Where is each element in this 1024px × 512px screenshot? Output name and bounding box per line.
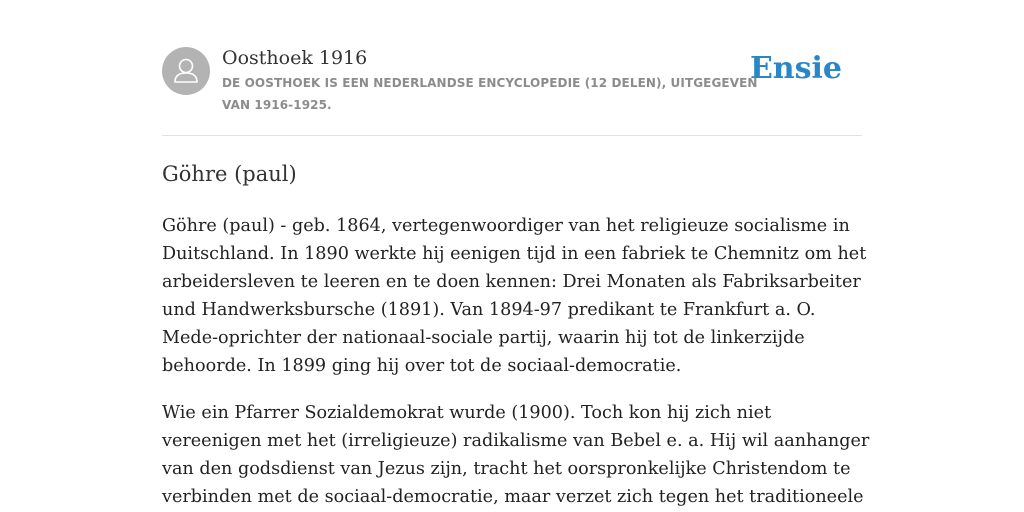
entry-paragraph: Göhre (paul) - geb. 1864, vertegenwoordiger van het religieuze socialisme in Duitschland. In 1890 werkte hij eenigen tijd in een fabriek te Chemnitz om het arbeidersleven te leeren en te doen kennen: Drei Monaten als Fabriksarbeiter und Handwerksbursche (1891). Van 1894-97 predikant te Frankfurt a. O. Mede-oprichter der nationaal-sociale partij, waarin hij tot de linkerzijde behoorde. In 1899 ging hij over tot de sociaal-democratie.: [162, 216, 867, 376]
source-description: DE OOSTHOEK IS EEN NEDERLANDSE ENCYCLOPEDIE (12 DELEN), UITGEGEVEN VAN 1916-1925.: [222, 76, 758, 112]
entry-title: Göhre (paul): [162, 162, 297, 186]
header-divider: [162, 135, 862, 136]
source-header: [162, 46, 862, 116]
source-title[interactable]: Oosthoek 1916: [222, 47, 368, 69]
entry-content: [162, 212, 870, 512]
entry-paragraph: Wie ein Pfarrer Sozialdemokrat wurde (1900). Toch kon hij zich niet vereenigen met het (irreligieuze) radikalisme van Bebel e. a. Hij wil aanhanger van den godsdienst van Jezus zijn, tracht het oorspronkelijke Christendom te verbinden met de sociaal-democratie, maar verzet zich tegen het traditioneele: [162, 403, 870, 507]
source-avatar[interactable]: [162, 47, 210, 95]
ensie-logo[interactable]: Ensie: [749, 51, 842, 86]
user-silhouette-icon: [162, 47, 210, 95]
